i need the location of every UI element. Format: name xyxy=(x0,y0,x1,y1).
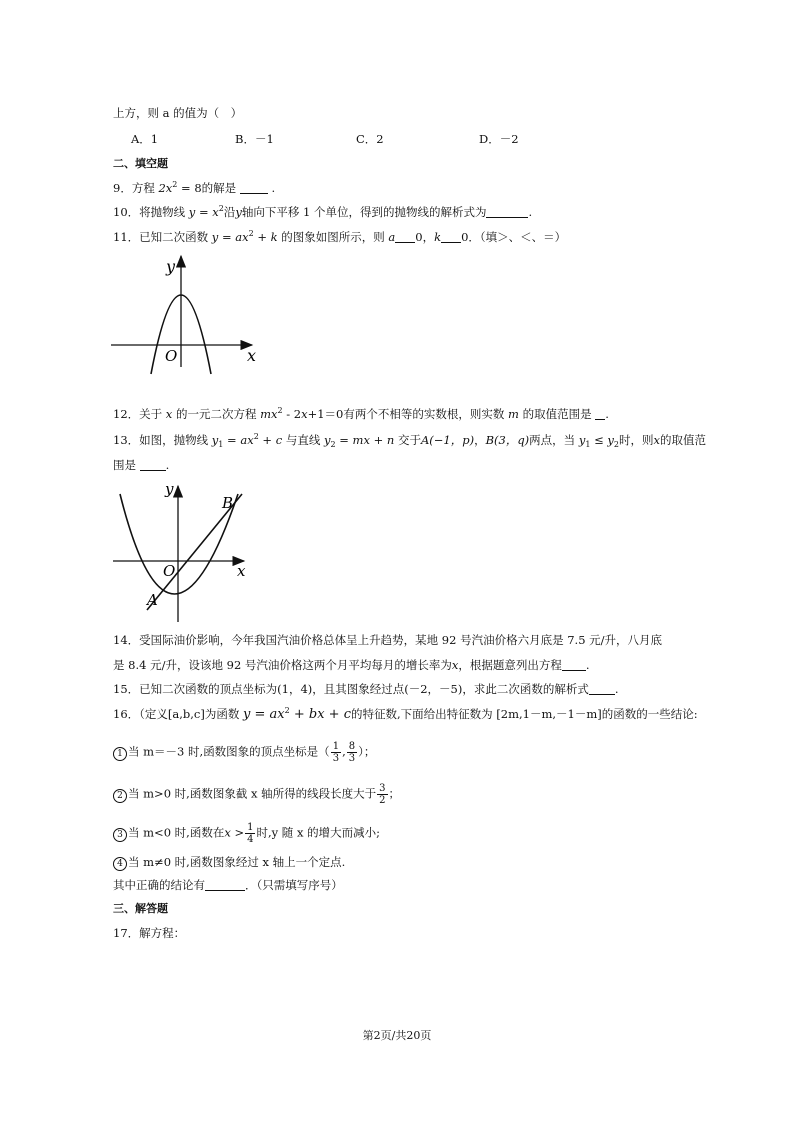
q16-c1-comma: , xyxy=(342,744,346,759)
q16-c1-frac-1-num: 1 xyxy=(332,741,340,752)
q16-c3-x: x > xyxy=(224,825,245,840)
q9-text: 方程 xyxy=(131,181,155,195)
page-number-footer: 第2页/共20页 xyxy=(362,1029,432,1042)
q16-c2-text-b: ； xyxy=(388,786,400,801)
q11-origin-label: O xyxy=(165,347,178,365)
q13-text-c: 交于 xyxy=(397,433,421,447)
q13-text-e: 时，则 xyxy=(618,433,654,447)
q9-number: 9． xyxy=(113,181,132,195)
q14-line2-a: 是 8.4 元/升，设该地 92 号汽油价格这两个月平均每月的增长率为 xyxy=(113,658,452,672)
q13-origin-label: O xyxy=(163,562,176,580)
q11-text-a: 已知二次函数 xyxy=(139,230,209,244)
q13-text-d: 两点，当 xyxy=(529,433,576,447)
q16-conclusion-3 xyxy=(113,822,380,845)
q8-option-b: B．－1 xyxy=(235,132,274,146)
q13-condition: $y_1 \le y_2$ xyxy=(578,433,619,449)
q13-eq2: $y_2$ = mx + n xyxy=(324,433,395,449)
q16-c1-frac-2-den: 3 xyxy=(348,753,356,764)
q11-var-a: a xyxy=(388,230,396,244)
q16-c1-text-a: 当 m＝－3 时,函数图象的顶点坐标是（ xyxy=(128,744,330,759)
q11-rel-1: 0， xyxy=(415,230,435,244)
q14-line2-b: ，根据题意列出方程 xyxy=(458,658,562,672)
q16-c1-mark: 1 xyxy=(113,747,127,761)
q13-x-label: x xyxy=(237,562,246,580)
q8-option-a: A．1 xyxy=(131,132,159,146)
q8-continuation: 上方，则 a 的值为（ ） xyxy=(113,106,243,120)
q13-point-b: B(3，q) xyxy=(485,433,530,447)
q17-text: 解方程： xyxy=(139,926,186,940)
q10-text-c: 轴向下平移 1 个单位，得到的抛物线的解析式为 xyxy=(241,205,487,219)
q16-c1-frac-2 xyxy=(347,741,357,764)
q16-c1-text-b: ）； xyxy=(358,744,376,759)
q10-end: . xyxy=(528,205,533,219)
q13-end: . xyxy=(165,458,170,472)
q11-var-k: k xyxy=(434,230,442,244)
q16-c3-mark: 3 xyxy=(113,828,127,842)
q10-text-b: 沿 xyxy=(223,205,236,219)
q8-option-c: C．2 xyxy=(356,132,384,146)
q16-c2-frac xyxy=(377,783,387,806)
question-15 xyxy=(113,681,619,697)
q16-c2-frac-num: 3 xyxy=(379,783,386,794)
q12-equation: $mx^2 - 2x+1=0$ xyxy=(260,406,344,421)
q9-text-b: 的解是 xyxy=(201,181,237,195)
q11-rel-2: 0．（填＞、＜、＝） xyxy=(461,230,567,244)
q12-text-d: 的取值范围是 xyxy=(522,407,592,421)
question-17 xyxy=(113,925,185,941)
q16-c4-text: 当 m≠0 时,函数图象经过 x 轴上一个定点. xyxy=(128,855,346,869)
section-answer-heading: 三、解答题 xyxy=(113,902,168,915)
q13-line2-text: 围是 xyxy=(113,458,136,472)
q12-var-m: m xyxy=(508,407,519,421)
question-14 xyxy=(113,632,662,648)
q13-number: 13． xyxy=(113,433,140,447)
q11-text-b: 的图象如图所示，则 xyxy=(281,230,385,244)
q16-c3-text-a: 当 m<0 时,函数在 xyxy=(128,825,225,840)
q14-end: . xyxy=(585,658,590,672)
q13-point-a-label: A xyxy=(147,591,158,609)
q12-var-x: x xyxy=(165,407,173,421)
q13-var-x: x xyxy=(653,433,660,447)
q12-text-c: 有两个不相等的实数根，则实数 xyxy=(343,407,505,421)
q16-c3-frac xyxy=(245,822,255,845)
q13-parabola-curve xyxy=(120,494,238,594)
q13-text-f: 的取值范 xyxy=(659,433,706,447)
q10-number: 10． xyxy=(113,205,140,219)
q14-answer-blank[interactable] xyxy=(562,658,586,671)
q16-answer-blank[interactable] xyxy=(205,878,245,891)
q12-number: 12． xyxy=(113,407,140,421)
q16-footer-b: ．（只需填写序号） xyxy=(245,878,343,892)
q16-c2-text-a: 当 m>0 时,函数图象截 x 轴所得的线段长度大于 xyxy=(128,786,377,801)
q15-text: 已知二次函数的顶点坐标为(1，4)，且其图象经过点(－2，－5)，求此二次函数的解析式 xyxy=(139,682,589,696)
q14-number: 14． xyxy=(113,633,140,647)
q16-footer xyxy=(113,877,343,893)
q15-answer-blank[interactable] xyxy=(589,682,615,695)
q10-var-y: y xyxy=(235,205,242,219)
q16-c2-mark: 2 xyxy=(113,789,127,803)
q9-equation: $2x^2 = 8$ xyxy=(158,180,202,195)
q16-text-a: （定义[a,b,c]为函数 xyxy=(139,707,240,721)
q16-c2-frac-den: 2 xyxy=(379,795,386,806)
q9-end: . xyxy=(271,181,276,195)
q13-sep: ， xyxy=(474,433,486,447)
q16-conclusion-4 xyxy=(113,854,345,871)
q10-equation: $y = x^2$ xyxy=(188,204,224,219)
q16-c4-mark: 4 xyxy=(113,857,127,871)
section-fill-blank-heading: 二、填空题 xyxy=(113,157,168,170)
q16-number: 16． xyxy=(113,707,140,721)
q13-point-b-label: B xyxy=(222,494,234,512)
q14-var-x: x xyxy=(451,658,459,672)
q16-conclusion-1 xyxy=(113,741,375,764)
question-16 xyxy=(113,706,698,723)
q16-c1-frac-1-den: 3 xyxy=(332,753,340,764)
q16-c3-frac-num: 1 xyxy=(247,822,254,833)
q13-text-b: 与直线 xyxy=(285,433,321,447)
q8-option-d: D．－2 xyxy=(479,132,519,146)
q16-footer-a: 其中正确的结论有 xyxy=(113,878,205,892)
q11-y-label: y xyxy=(166,257,176,276)
q16-equation: $y = ax^2$ + bx + c xyxy=(243,706,351,722)
q14-line1: 受国际油价影响，今年我国汽油价格总体呈上升趋势，某地 92 号汽油价格六月底是 7.5 元/升，八月底 xyxy=(139,633,663,647)
question-14-line-2 xyxy=(113,657,590,673)
q13-eq1: $y_1 = ax^2 + c$ xyxy=(211,432,283,449)
q16-c3-text-b: 时,y 随 x 的增大而减小; xyxy=(256,825,380,840)
q16-c3-frac-den: 4 xyxy=(247,834,254,845)
q13-y-label: y xyxy=(165,480,174,498)
q12-text-a: 关于 xyxy=(139,407,163,421)
q13-point-a: A(−1，p) xyxy=(420,433,475,447)
q16-text-b: 的特征数,下面给出特征数为 [2m,1－m,－1－m]的函数的一些结论: xyxy=(351,707,698,721)
q11-number: 11． xyxy=(113,230,140,244)
q12-end: . xyxy=(605,407,609,421)
q15-end: . xyxy=(614,682,619,696)
q11-x-label: x xyxy=(247,346,257,365)
q15-number: 15． xyxy=(113,682,140,696)
q10-text-a: 将抛物线 xyxy=(139,205,186,219)
q17-number: 17． xyxy=(113,926,140,940)
q12-text-b: 的一元二次方程 xyxy=(175,407,257,421)
q13-text-a: 如图，抛物线 xyxy=(139,433,209,447)
q11-equation: $y = ax^2 + k$ xyxy=(211,229,278,244)
q16-conclusion-2 xyxy=(113,783,400,806)
q16-c1-frac-2-num: 8 xyxy=(348,741,356,752)
q16-c1-frac-1 xyxy=(331,741,341,764)
